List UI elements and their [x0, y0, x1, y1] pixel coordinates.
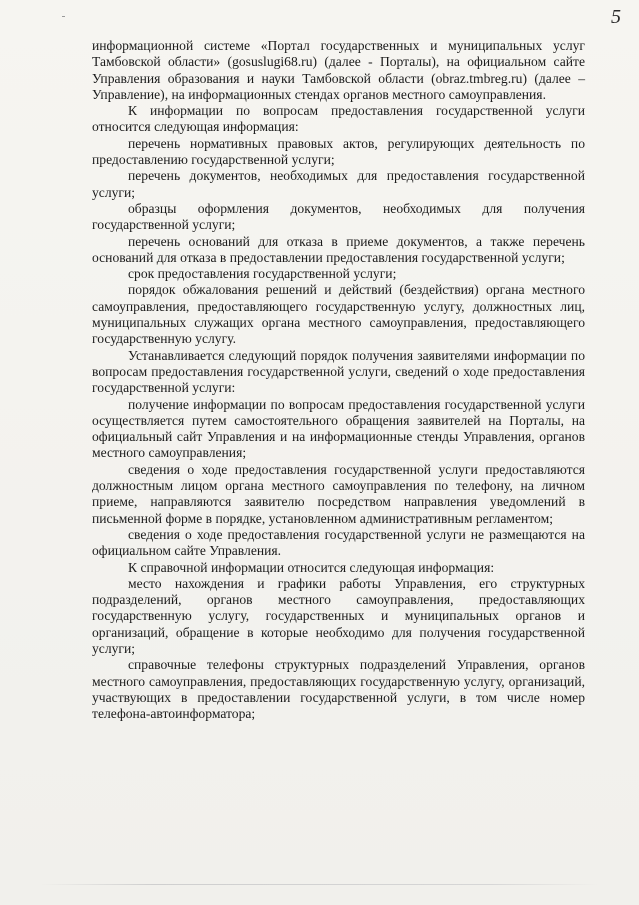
paragraph: перечень нормативных правовых актов, регулирующих деятельность по предоставлению государственной услуги;: [92, 135, 585, 168]
paragraph: место нахождения и графики работы Управления, его структурных подразделений, органов местного самоуправления, предоставляющих государственную услугу, государственных и муниципальных органов и организаций, обращение в которые необходимо для получения государственной услуги;: [92, 575, 585, 656]
scan-edge-line: [40, 884, 599, 885]
paragraph: сведения о ходе предоставления государственной услуги предоставляются должностным лицом органа местного самоуправления по телефону, на личном приеме, направляются заявителю посредством направления уведомлений в письменной форме в порядке, установленном административным регламентом;: [92, 461, 585, 526]
paragraph: информационной системе «Портал государственных и муниципальных услуг Тамбовской области» (gosuslugi68.ru) (далее - Порталы), на официальном сайте Управления образования и науки Тамбовской области (obraz.tmbreg.ru) (далее – Управление), на информационных стендах органов местного самоуправления.: [92, 38, 585, 102]
paragraph: образцы оформления документов, необходимых для получения государственной услуги;: [92, 200, 585, 233]
paragraph: сведения о ходе предоставления государственной услуги не размещаются на официальном сайте Управления.: [92, 526, 585, 559]
paragraph: порядок обжалования решений и действий (бездействия) органа местного самоуправления, предоставляющего государственную услугу, должностных лиц, муниципальных служащих органа местного самоуправления, предоставляющего государственную услугу.: [92, 282, 585, 347]
paragraph: справочные телефоны структурных подразделений Управления, органов местного самоуправления, предоставляющих государственную услугу, организаций, участвующих в предоставлении государственной услуги, в том числе номер телефона-автоинформатора;: [92, 657, 585, 722]
scan-speck: [62, 16, 65, 17]
paragraph: перечень документов, необходимых для предоставления государственной услуги;: [92, 168, 585, 200]
document-body: [92, 38, 585, 722]
paragraph: срок предоставления государственной услуги;: [128, 266, 397, 282]
paragraph: К информации по вопросам предоставления государственной услуги относится следующая информация:: [92, 103, 585, 135]
paragraph: Устанавливается следующий порядок получения заявителями информации по вопросам предоставления государственной услуги, сведений о ходе предоставления государственной услуги:: [92, 347, 585, 396]
paragraph: получение информации по вопросам предоставления государственной услуги осуществляется путем самостоятельного обращения заявителей на Порталы, на официальный сайт Управления и на информационные стенды Управления, органов местного самоуправления;: [92, 396, 585, 461]
paragraph: перечень оснований для отказа в приеме документов, а также перечень оснований для отказа в предоставлении предоставления государственной услуги;: [92, 233, 585, 265]
page-number: 5: [611, 6, 621, 28]
paragraph: К справочной информации относится следующая информация:: [128, 559, 495, 575]
